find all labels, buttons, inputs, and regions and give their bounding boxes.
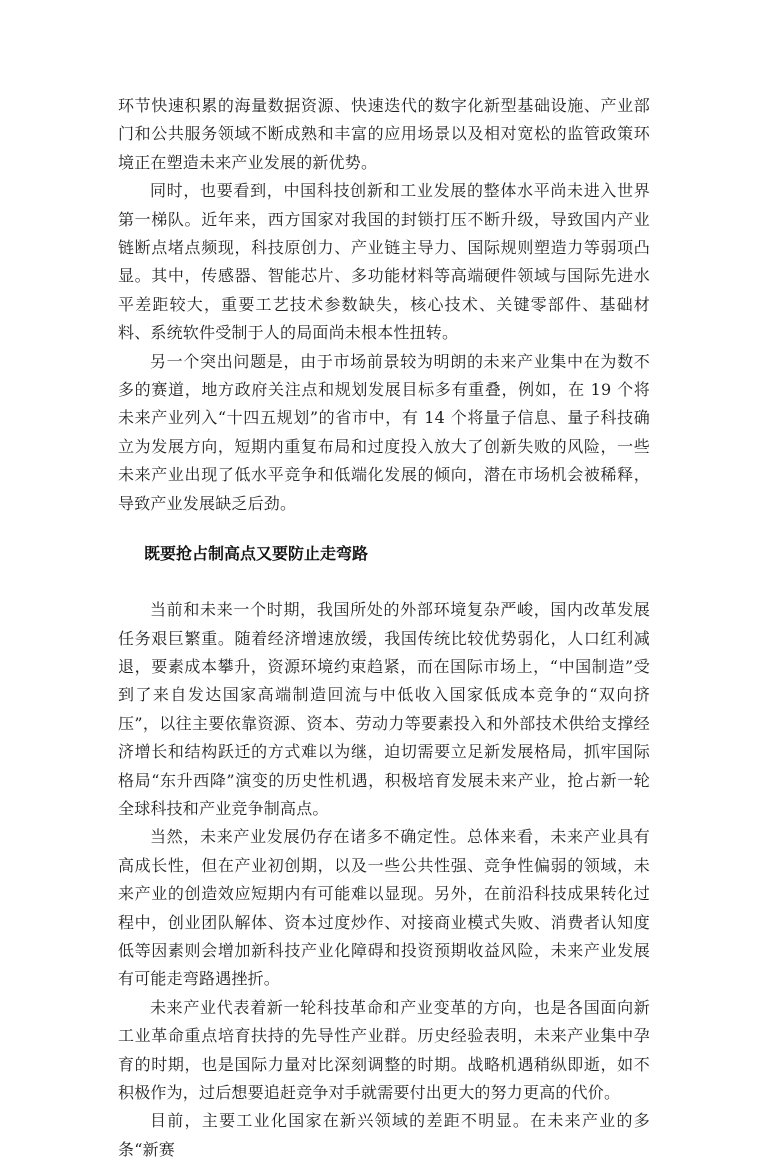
paragraph: 当然，未来产业发展仍存在诸多不确定性。总体来看，未来产业具有高成长性，但在产业初创期，以及一些公共性强、竞争性偏弱的领域，未来产业的创造效应短期内有可能难以显现。另外，在前沿科技成果转化过程中，创业团队解体、资本过度炒作、对接商业模式失败、消费者认知度低等因素则会增加新科技产业化障碍和投资预期收益风险，未来产业发展有可能走弯路遇挫折。 bbox=[118, 827, 650, 989]
paragraph: 当前和未来一个时期，我国所处的外部环境复杂严峻，国内改革发展任务艰巨繁重。随着经济增速放缓，我国传统比较优势弱化，人口红利减退，要素成本攀升，资源环境约束趋紧，而在国际市场上，“中国制造”受到了来自发达国家高端制造回流与中低收入国家低成本竞争的“双向挤压”，以往主要依靠资源、资本、劳动力等要素投入和外部技术供给支撑经济增长和结构跃迁的方式难以为继，迫切需要立足新发展格局，抓牢国际格局“东升西降”演变的历史性机遇，积极培育发展未来产业，抢占新一轮全球科技和产业竞争制高点。 bbox=[118, 600, 650, 818]
paragraph: 目前，主要工业化国家在新兴领域的差距不明显。在未来产业的多条“新赛 bbox=[118, 1111, 650, 1159]
section-heading: 既要抢占制高点又要防止走弯路 bbox=[144, 544, 369, 564]
paragraph: 同时，也要看到，中国科技创新和工业发展的整体水平尚未进入世界第一梯队。近年来，西方国家对我国的封锁打压不断升级，导致国内产业链断点堵点频现，科技原创力、产业链主导力、国际规则塑造力等弱项凸显。其中，传感器、智能芯片、多功能材料等高端硬件领域与国际先进水平差距较大，重要工艺技术参数缺失，核心技术、关键零部件、基础材料、系统软件受制于人的局面尚未根本性扭转。 bbox=[118, 181, 650, 343]
paragraph: 另一个突出问题是，由于市场前景较为明朗的未来产业集中在为数不多的赛道，地方政府关注点和规划发展目标多有重叠，例如，在 19 个将未来产业列入“十四五规划”的省市中，有 14 个将量子信息、量子科技确立为发展方向，短期内重复布局和过度投入放大了创新失败的风险，一些未来产业出现了低水平竞争和低端化发展的倾向，潜在市场机会被稀释，导致产业发展缺乏后劲。 bbox=[118, 351, 650, 513]
paragraph: 未来产业代表着新一轮科技革命和产业变革的方向，也是各国面向新工业革命重点培育扶持的先导性产业群。历史经验表明，未来产业集中孕育的时期，也是国际力量对比深刻调整的时期。战略机遇稍纵即逝，如不积极作为，过后想要追赶竞争对手就需要付出更大的努力更高的代价。 bbox=[118, 997, 650, 1102]
paragraph: 环节快速积累的海量数据资源、快速迭代的数字化新型基础设施、产业部门和公共服务领域不断成熟和丰富的应用场景以及相对宽松的监管政策环境正在塑造未来产业发展的新优势。 bbox=[118, 96, 650, 172]
document-body bbox=[118, 92, 650, 1164]
